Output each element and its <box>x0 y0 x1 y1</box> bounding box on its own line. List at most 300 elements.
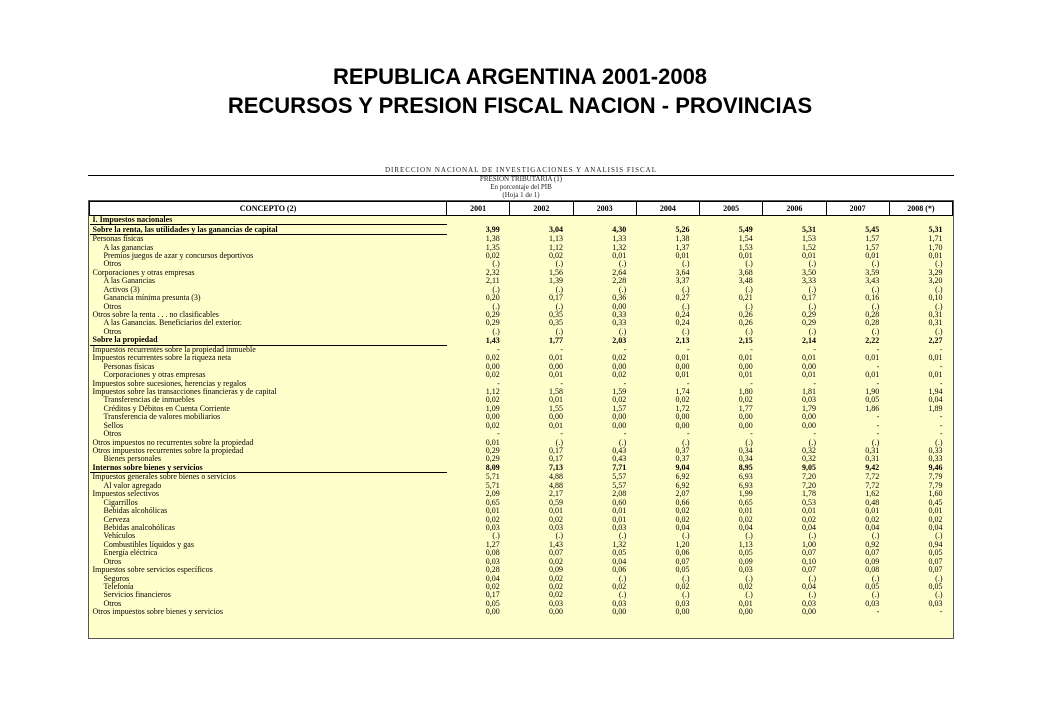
row-value: (.) <box>871 302 880 311</box>
row-value: 1,57 <box>865 234 880 243</box>
row-value: (.) <box>745 285 753 294</box>
row-value: (.) <box>935 260 943 269</box>
row-concept: Ganancia mínima presunta (3) <box>103 293 201 303</box>
table-row <box>90 455 953 463</box>
table-row <box>90 294 953 302</box>
row-value: 0,02 <box>549 591 563 600</box>
row-value: 1,55 <box>549 404 563 413</box>
row-concept: Otros <box>103 327 122 336</box>
row-concept: Corporaciones y otras empresas <box>92 268 195 277</box>
row-value: 1,80 <box>738 387 753 396</box>
row-value: 0,00 <box>485 608 500 617</box>
table-row <box>90 413 953 421</box>
row-value: - <box>939 608 943 617</box>
row-value: 0,03 <box>485 523 500 532</box>
row-value: (.) <box>871 532 880 541</box>
row-value: 5,31 <box>928 224 943 234</box>
row-value: 0,01 <box>802 506 816 516</box>
row-value: 1,59 <box>612 387 627 396</box>
table-row <box>90 583 953 591</box>
row-value: 0,03 <box>549 599 563 608</box>
row-concept: Bienes personales <box>103 455 162 464</box>
row-value: 0,02 <box>549 515 563 524</box>
row-value: 0,08 <box>865 565 880 575</box>
row-value: 1,60 <box>928 490 943 499</box>
row-value: 0,02 <box>738 515 753 524</box>
row-value: 1,13 <box>738 540 753 549</box>
row-concept: A las ganancias <box>103 243 154 252</box>
row-value: 5,57 <box>612 481 627 490</box>
row-value: 7,79 <box>928 472 943 482</box>
row-value: 5,31 <box>802 224 816 234</box>
row-value: 0,35 <box>549 310 563 320</box>
row-value: 0,02 <box>549 574 563 583</box>
table-row <box>90 345 953 354</box>
row-value: (.) <box>808 532 816 541</box>
row-value: - <box>939 421 943 430</box>
row-value: 0,01 <box>865 506 880 516</box>
row-concept: Energía eléctrica <box>103 549 158 558</box>
row-value: 0,10 <box>928 293 943 303</box>
row-concept: I. Impuestos nacionales <box>90 216 447 225</box>
row-value: 8,09 <box>485 463 500 473</box>
table-row <box>90 225 953 234</box>
row-value: (.) <box>935 532 943 541</box>
row-value: 7,71 <box>612 463 627 473</box>
row-value: (.) <box>492 302 500 311</box>
row-value: 0,03 <box>928 599 943 608</box>
row-value: 0,37 <box>675 446 690 456</box>
row-value: (.) <box>492 532 500 541</box>
row-value: 0,00 <box>612 413 627 422</box>
row-value: 1,39 <box>549 277 563 286</box>
row-value: 0,09 <box>738 557 753 566</box>
row-value: - <box>876 608 880 617</box>
row-value: 5,71 <box>485 472 500 482</box>
row-value: 1,13 <box>549 234 563 243</box>
row-value: 5,57 <box>612 472 627 482</box>
row-concept: Otros <box>103 599 122 608</box>
row-value: 0,29 <box>802 310 816 320</box>
row-value: 2,08 <box>612 490 627 499</box>
row-value: - <box>939 413 943 422</box>
row-value: 1,99 <box>738 490 753 499</box>
column-header-year: 2004 <box>636 202 699 216</box>
row-value: 0,29 <box>485 446 500 456</box>
row-value: (.) <box>745 327 753 336</box>
row-value: 0,01 <box>549 506 563 516</box>
row-value: 7,72 <box>865 481 880 490</box>
row-value: 1,77 <box>549 336 563 345</box>
row-value: 1,70 <box>928 243 943 252</box>
row-value: - <box>497 345 500 354</box>
row-value: 0,00 <box>738 362 753 371</box>
table-row <box>90 216 953 225</box>
row-value: 1,54 <box>738 234 753 243</box>
row-value: (.) <box>555 260 563 269</box>
table-row <box>90 558 953 566</box>
row-concept: Otros impuestos recurrentes sobre la propiedad <box>92 446 244 456</box>
row-value: 0,05 <box>928 582 943 592</box>
row-value: 0,36 <box>612 293 627 303</box>
row-value: 0,05 <box>675 565 690 575</box>
row-value: 0,00 <box>612 421 627 430</box>
row-value: (.) <box>555 438 563 447</box>
row-concept: Otros sobre la renta . . . no clasificables <box>92 310 219 320</box>
row-value: 0,02 <box>485 421 500 430</box>
row-value: 0,01 <box>928 506 943 516</box>
row-value: 0,03 <box>865 599 880 608</box>
row-value: 2,14 <box>802 336 816 345</box>
row-concept: Al valor agregado <box>103 481 162 490</box>
row-value: 0,02 <box>485 370 500 380</box>
table-row <box>90 362 953 370</box>
row-value: (.) <box>618 591 627 600</box>
row-value: 0,01 <box>612 515 627 524</box>
row-value: - <box>813 379 816 388</box>
table-row <box>90 507 953 515</box>
row-value: 0,02 <box>549 582 563 592</box>
row-value: (.) <box>935 285 943 294</box>
row-value: 0,34 <box>738 455 753 464</box>
row-value: 3,29 <box>928 268 943 277</box>
row-value: 0,24 <box>675 319 690 328</box>
row-value: 0,00 <box>612 302 627 311</box>
row-value <box>763 216 826 225</box>
column-header-year: 2001 <box>447 202 510 216</box>
row-value: 0,31 <box>928 310 943 320</box>
row-value: (.) <box>935 574 943 583</box>
row-concept: A las Ganancias <box>103 277 156 286</box>
row-value: 9,04 <box>675 463 690 473</box>
row-value: 0,02 <box>612 396 627 405</box>
row-value: (.) <box>492 327 500 336</box>
row-value: 0,00 <box>549 362 563 371</box>
row-value: 0,03 <box>549 523 563 532</box>
row-value: 0,00 <box>802 413 816 422</box>
row-value: - <box>876 421 880 430</box>
row-value: 1,00 <box>802 540 816 549</box>
row-concept: Servicios financieros <box>103 591 171 600</box>
row-value: 9,42 <box>865 463 880 473</box>
row-value: - <box>939 362 943 371</box>
row-value: 0,31 <box>865 455 880 464</box>
row-value: 1,58 <box>549 387 563 396</box>
table-row <box>90 498 953 506</box>
row-value: (.) <box>682 532 690 541</box>
table-row <box>90 379 953 387</box>
row-value: 7,13 <box>549 463 563 473</box>
row-concept: Vehículos <box>103 532 136 541</box>
row-value: 1,77 <box>738 404 753 413</box>
row-concept: Bebidas alcohólicas <box>103 506 168 516</box>
row-value <box>826 216 889 225</box>
row-value: 0,01 <box>549 354 563 363</box>
row-value: 1,38 <box>675 234 690 243</box>
row-value: 0,01 <box>865 370 880 380</box>
row-value: - <box>623 429 627 439</box>
row-value: 2,17 <box>549 490 563 499</box>
row-value: 0,33 <box>612 310 627 320</box>
row-value: 2,11 <box>486 277 500 286</box>
row-value: 0,02 <box>928 515 943 524</box>
table-row <box>90 482 953 490</box>
row-value: (.) <box>618 260 627 269</box>
row-value: 1,56 <box>549 268 563 277</box>
row-value: (.) <box>682 302 690 311</box>
table-row <box>90 490 953 498</box>
table-row <box>90 336 953 345</box>
column-header-year: 2005 <box>700 202 763 216</box>
row-value: - <box>750 345 753 354</box>
row-concept: A las Ganancias. Beneficiarios del exterior. <box>103 319 242 328</box>
row-value: 0,03 <box>485 557 500 566</box>
row-concept: Otros impuestos no recurrentes sobre la propiedad <box>92 438 254 447</box>
row-value: 0,09 <box>865 557 880 566</box>
row-concept: Activos (3) <box>103 285 140 294</box>
row-value: 3,20 <box>928 277 943 286</box>
row-value: 0,04 <box>928 396 943 405</box>
row-value: 6,92 <box>675 481 690 490</box>
row-value: (.) <box>871 327 880 336</box>
row-value: 0,65 <box>485 498 500 507</box>
row-value: 0,35 <box>549 319 563 328</box>
row-concept: Bebidas analcohólicas <box>103 523 175 532</box>
row-value: 0,00 <box>738 413 753 422</box>
row-value: 2,09 <box>485 490 500 499</box>
row-value: (.) <box>682 260 690 269</box>
row-value: 0,01 <box>675 251 690 260</box>
tax-table-panel <box>88 200 954 639</box>
row-value: 0,01 <box>675 370 690 380</box>
table-row <box>90 524 953 532</box>
row-value: 1,12 <box>549 243 563 252</box>
row-value: 0,00 <box>675 421 690 430</box>
row-value: (.) <box>745 438 753 447</box>
row-value: 0,00 <box>675 362 690 371</box>
row-value: (.) <box>618 438 627 447</box>
row-value: 0,10 <box>802 557 816 566</box>
row-value: 0,01 <box>612 506 627 516</box>
row-value: 0,28 <box>485 565 500 575</box>
row-value: 0,02 <box>675 506 690 516</box>
row-concept: Cigarrillos <box>103 498 138 507</box>
row-value: 5,49 <box>738 224 753 234</box>
row-value: 0,05 <box>928 549 943 558</box>
row-concept: Transferencia de valores mobiliarios <box>103 413 221 422</box>
doc-page: (Hoja 1 de 1) <box>502 191 540 199</box>
row-value: 0,01 <box>549 396 563 405</box>
row-value: 6,93 <box>738 472 753 482</box>
row-value: 7,20 <box>802 472 816 482</box>
row-concept: Transferencias de inmuebles <box>103 396 195 405</box>
row-value: 0,04 <box>738 523 753 532</box>
row-value: 0,07 <box>928 557 943 566</box>
row-concept: Sellos <box>103 421 124 430</box>
row-value: 1,53 <box>802 234 816 243</box>
row-value: 0,21 <box>738 293 753 303</box>
row-value: 0,17 <box>549 455 563 464</box>
row-value: (.) <box>745 591 753 600</box>
table-row <box>90 311 953 319</box>
row-value: 1,27 <box>485 540 500 549</box>
row-value: 0,01 <box>738 370 753 380</box>
table-row <box>90 319 953 327</box>
row-concept: Personas físicas <box>103 362 155 371</box>
row-value: (.) <box>871 591 880 600</box>
row-value: 5,71 <box>485 481 500 490</box>
doc-org-header: DIRECCION NACIONAL DE INVESTIGACIONES Y ANALISIS FISCAL <box>385 166 657 174</box>
row-value: 0,01 <box>928 354 943 363</box>
column-header-year: 2002 <box>510 202 573 216</box>
row-value: 0,02 <box>738 582 753 592</box>
row-value: 7,79 <box>928 481 943 490</box>
row-value: 5,45 <box>865 224 880 234</box>
row-value: (.) <box>935 302 943 311</box>
row-value: 0,07 <box>865 549 880 558</box>
row-value: 0,05 <box>865 396 880 405</box>
row-value: 0,24 <box>675 310 690 320</box>
row-value: 1,37 <box>675 243 690 252</box>
row-value: (.) <box>871 438 880 447</box>
row-value: - <box>813 345 816 354</box>
row-value: - <box>497 429 500 439</box>
row-concept: Otros <box>103 429 122 439</box>
row-value: - <box>750 429 753 439</box>
table-row <box>90 600 953 608</box>
row-value: 0,07 <box>802 549 816 558</box>
row-concept: Impuestos selectivos <box>92 490 159 499</box>
row-value: 0,01 <box>549 421 563 430</box>
row-value: - <box>939 429 943 439</box>
row-value: 0,00 <box>802 362 816 371</box>
row-value: 1,43 <box>549 540 563 549</box>
row-value: 0,03 <box>612 599 627 608</box>
row-value: (.) <box>682 285 690 294</box>
row-value: 7,20 <box>802 481 816 490</box>
row-value: 3,99 <box>485 224 500 234</box>
row-concept: Combustibles líquidos y gas <box>103 540 194 549</box>
row-value: 0,01 <box>675 354 690 363</box>
row-value: 7,72 <box>865 472 880 482</box>
row-value: 0,17 <box>802 293 816 303</box>
row-value: 0,01 <box>802 354 816 363</box>
row-value: (.) <box>618 285 627 294</box>
row-concept: Seguros <box>103 574 130 583</box>
row-value: 0,32 <box>802 455 816 464</box>
table-row <box>90 354 953 362</box>
row-value: 0,08 <box>485 549 500 558</box>
row-value: 0,33 <box>928 446 943 456</box>
row-value: 2,03 <box>612 336 627 345</box>
table-row <box>90 388 953 396</box>
row-value: 0,48 <box>865 498 880 507</box>
row-value <box>700 216 763 225</box>
row-value: 1,72 <box>675 404 690 413</box>
row-value: 0,01 <box>802 251 816 260</box>
row-value: (.) <box>808 302 816 311</box>
row-value: 1,20 <box>675 540 690 549</box>
row-value: 0,02 <box>549 557 563 566</box>
row-value: - <box>623 379 627 388</box>
row-value: 0,65 <box>738 498 753 507</box>
row-value: 1,57 <box>612 404 627 413</box>
row-value: 0,16 <box>865 293 880 303</box>
column-header-concept: CONCEPTO (2) <box>90 202 447 216</box>
row-value: (.) <box>745 532 753 541</box>
row-value: 0,01 <box>928 370 943 380</box>
row-value: (.) <box>618 327 627 336</box>
row-concept: Otros <box>103 302 122 311</box>
row-value: 0,01 <box>928 251 943 260</box>
row-value: 1,09 <box>485 404 500 413</box>
row-value: 0,00 <box>802 421 816 430</box>
row-value: (.) <box>492 260 500 269</box>
row-value: 0,29 <box>485 319 500 328</box>
row-value: 0,20 <box>485 293 500 303</box>
row-value: - <box>497 379 500 388</box>
table-row <box>90 396 953 404</box>
row-value: 0,00 <box>802 608 816 617</box>
row-value: 0,04 <box>865 523 880 532</box>
row-value: (.) <box>555 285 563 294</box>
row-value: - <box>939 379 943 388</box>
row-value: 0,09 <box>549 565 563 575</box>
row-value: - <box>686 379 690 388</box>
row-value: 0,05 <box>865 582 880 592</box>
row-value: 0,31 <box>928 319 943 328</box>
table-row <box>90 302 953 310</box>
row-value: 9,05 <box>802 463 816 473</box>
row-value: (.) <box>871 574 880 583</box>
row-value: 0,04 <box>802 582 816 592</box>
row-value: 0,29 <box>802 319 816 328</box>
row-value: 1,32 <box>612 540 627 549</box>
row-value: 6,93 <box>738 481 753 490</box>
table-row <box>90 328 953 336</box>
row-value: (.) <box>935 438 943 447</box>
row-concept: Impuestos recurrentes sobre la riqueza neta <box>92 354 231 363</box>
row-value: 0,00 <box>675 608 690 617</box>
row-value: 0,17 <box>549 446 563 456</box>
row-value: 0,01 <box>738 354 753 363</box>
row-value: 0,29 <box>485 310 500 320</box>
row-value: 0,02 <box>612 354 627 363</box>
row-value: 0,01 <box>865 354 880 363</box>
row-value: 0,60 <box>612 498 627 507</box>
row-value: (.) <box>808 285 816 294</box>
row-concept: Cerveza <box>103 515 130 524</box>
row-value: (.) <box>555 302 563 311</box>
table-row <box>90 234 953 243</box>
row-value: 3,37 <box>675 277 690 286</box>
table-row <box>90 371 953 379</box>
tax-burden-table <box>89 201 953 617</box>
row-value: (.) <box>871 260 880 269</box>
table-row <box>90 574 953 582</box>
row-value: 0,01 <box>738 251 753 260</box>
row-value: 0,01 <box>738 599 753 608</box>
row-value: 0,00 <box>738 608 753 617</box>
table-body <box>90 216 953 617</box>
row-value: 3,50 <box>802 268 816 277</box>
row-value: (.) <box>555 532 563 541</box>
row-value: 4,88 <box>549 472 563 482</box>
row-value: - <box>560 379 563 388</box>
table-row <box>90 252 953 260</box>
row-value: 0,05 <box>738 549 753 558</box>
row-value: (.) <box>745 574 753 583</box>
